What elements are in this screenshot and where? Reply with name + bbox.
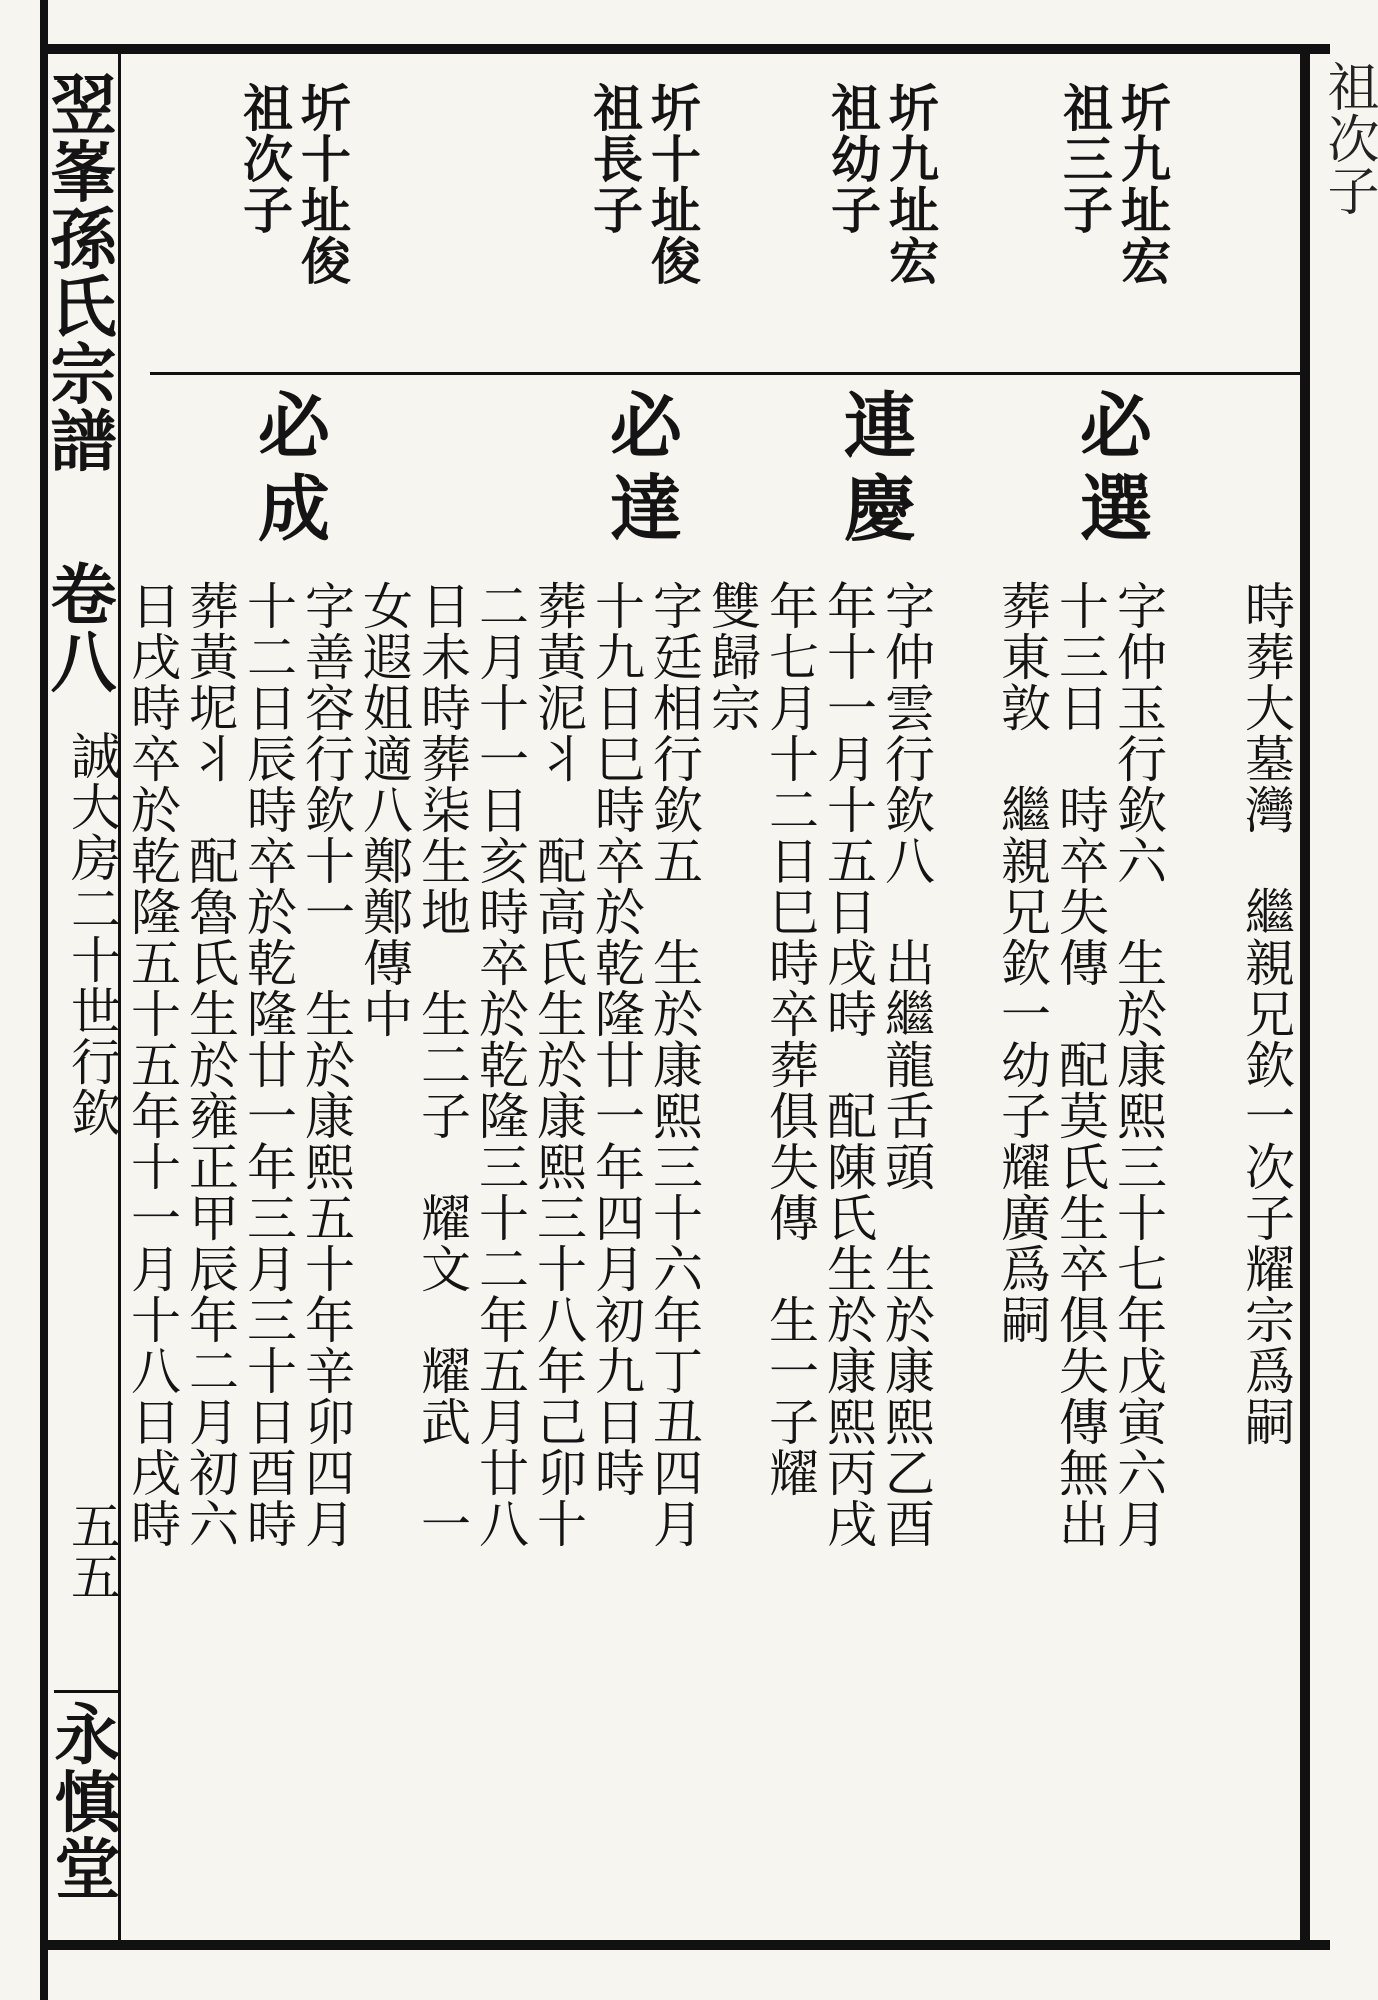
entry-4-name: 必成 — [246, 388, 331, 554]
entry-2-line1: 字仲雲行欽八 出繼龍舌頭 生於康熙乙酉 — [877, 580, 935, 1549]
entry-3-name: 必達 — [598, 388, 683, 554]
entry-1-line1: 字仲玉行欽六 生於康熙三十七年戊寅六月 — [1109, 580, 1167, 1549]
entry-4-line5: 日戌時卒於乾隆五十五年十一月十八日戌時 — [123, 580, 181, 1549]
bottom-border — [40, 1940, 1330, 1950]
page-number: 五五 — [63, 1500, 121, 1602]
entry-4-line4: 葬黃坭丬 配魯氏生於雍正甲辰年二月初六 — [181, 580, 239, 1549]
register-1-line1: 圻九址宏 — [1113, 82, 1172, 286]
volume-label: 卷八 — [39, 560, 117, 695]
entry-3-line2: 十九日巳時卒於乾隆廿一年四月初九日時 — [587, 580, 645, 1498]
strip-divider — [54, 1690, 120, 1693]
entry-4-line1: 女遐姐適八鄭鄭傳中 — [355, 580, 413, 1039]
book-title: 翌峯孫氏宗譜 — [39, 70, 117, 474]
entry-3-line1: 字廷相行欽五 生於康熙三十六年丁丑四月 — [645, 580, 703, 1549]
right-border — [1300, 44, 1310, 1950]
top-border — [40, 44, 1330, 54]
entry-4-line2: 字善容行欽十一 生於康熙五十年辛卯四月 — [297, 580, 355, 1549]
entry-4-line3: 十二日辰時卒於乾隆廿一年三月三十日酉時 — [239, 580, 297, 1549]
register-3-line1: 圻十址俊 — [643, 82, 702, 286]
branch-line: 誠大房二十世行欽 — [63, 730, 121, 1138]
register-3-line2: 祖長子 — [585, 82, 644, 235]
register-2-line1: 圻九址宏 — [881, 82, 940, 286]
entry-1-line3: 葬東敦 繼親兄欽一幼子耀廣爲嗣 — [993, 580, 1051, 1345]
register-4-line2: 祖次子 — [235, 82, 294, 235]
register-2-line2: 祖幼子 — [823, 82, 882, 235]
entry-2-line2: 年十一月十五日戌時 配陳氏生於康熙丙戌 — [819, 580, 877, 1549]
register-4-line1: 圻十址俊 — [293, 82, 352, 286]
facing-page-fragment: 祖次子 — [1318, 60, 1378, 216]
entry-2-name: 連慶 — [832, 388, 917, 554]
continuation-column: 時葬大墓灣 繼親兄欽一次子耀宗爲嗣 — [1237, 580, 1295, 1447]
entry-1-name: 必選 — [1068, 388, 1153, 554]
entry-1-line2: 十三日 時卒失傳 配莫氏生卒俱失傳無出 — [1051, 580, 1109, 1549]
hall-name: 永慎堂 — [43, 1700, 121, 1902]
entry-3-line4: 二月十一日亥時卒於乾隆三十二年五月廿八 — [471, 580, 529, 1549]
entry-2-line3: 年七月十二日巳時卒葬俱失傳 生一子耀 — [761, 580, 819, 1498]
register-divider — [150, 372, 1300, 375]
entry-2-line4: 雙歸宗 — [703, 580, 761, 733]
entry-3-line3: 葬黃泥丬 配高氏生於康熙三十八年己卯十 — [529, 580, 587, 1549]
register-1-line2: 祖三子 — [1055, 82, 1114, 235]
entry-3-line5: 日未時葬柒生地 生二子 耀文 耀武 一 — [413, 580, 471, 1549]
